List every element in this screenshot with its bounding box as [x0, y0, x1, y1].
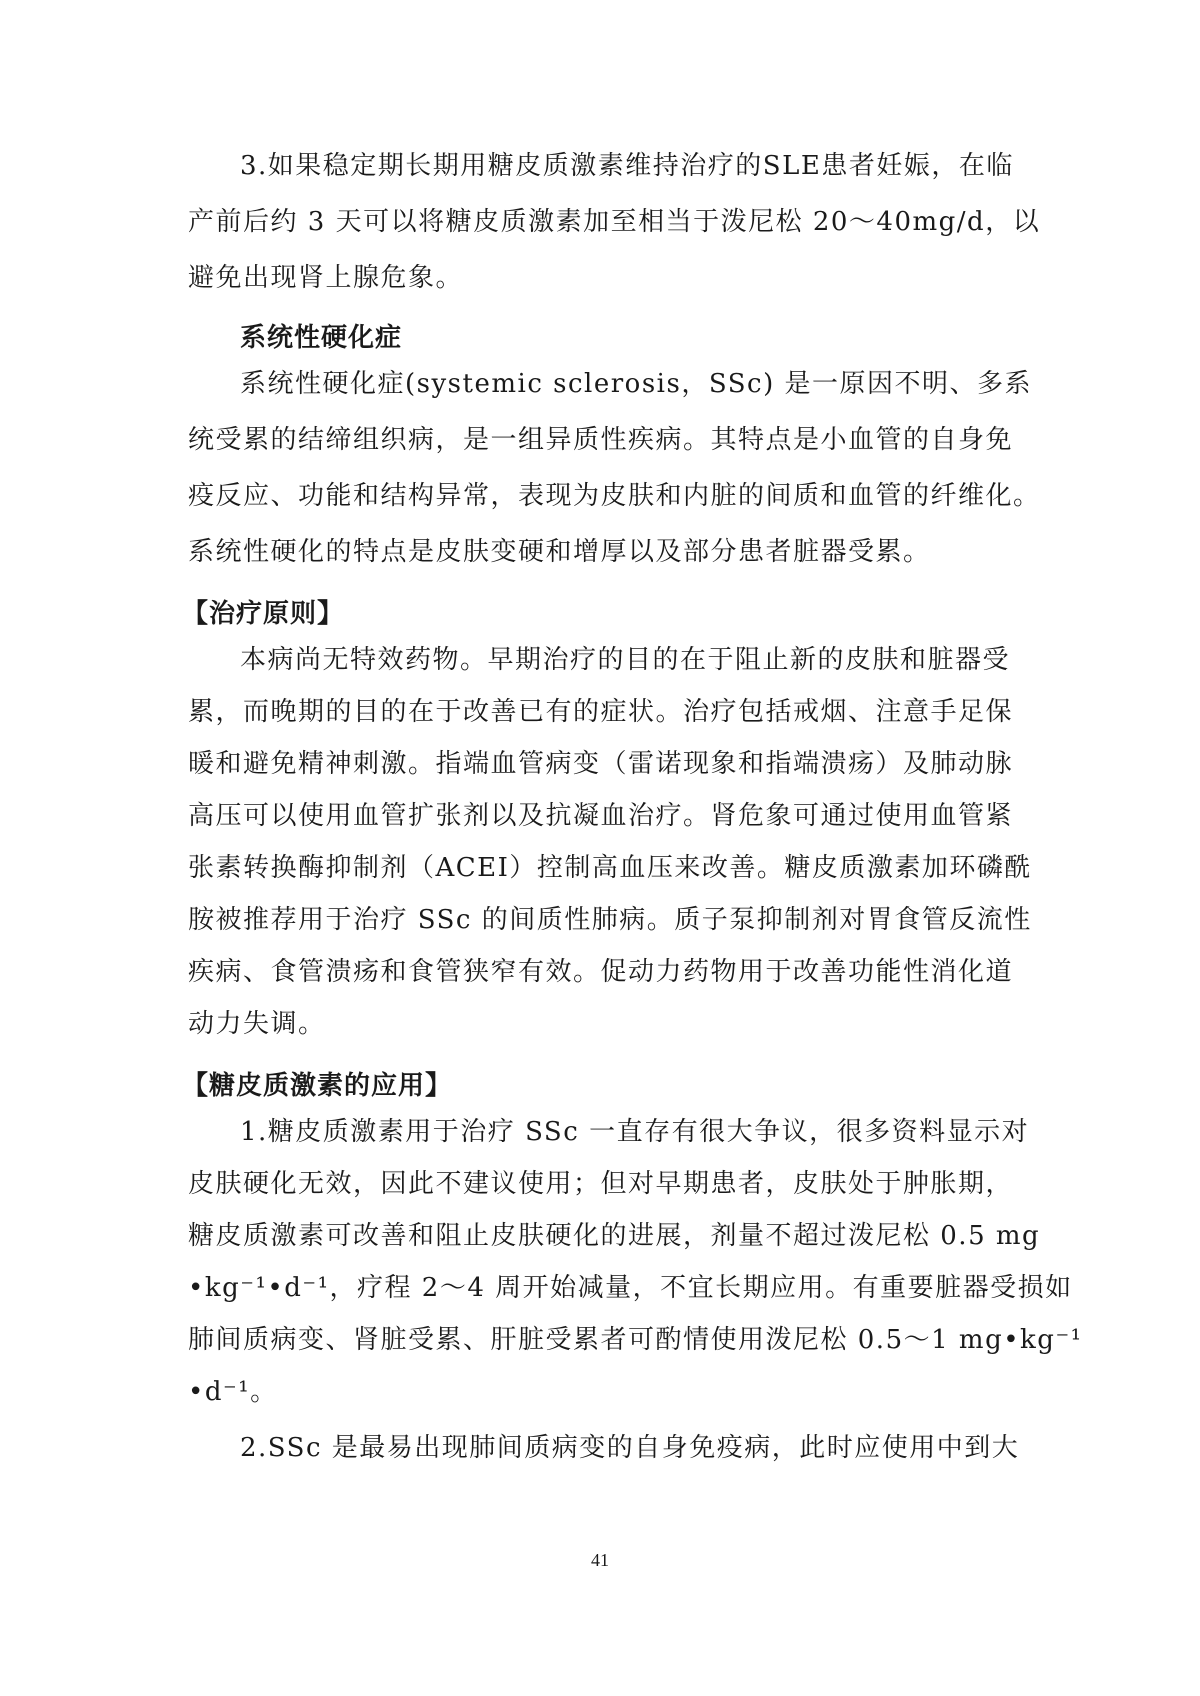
text-line: 皮肤硬化无效，因此不建议使用；但对早期患者，皮肤处于肿胀期， [188, 1169, 1014, 1199]
section-heading-application: 【糖皮质激素的应用】 [182, 1071, 453, 1101]
text-line: •kg⁻¹•d⁻¹，疗程 2～4 周开始减量，不宜长期应用。有重要脏器受损如 [188, 1273, 1073, 1303]
text-line: 疫反应、功能和结构异常，表现为皮肤和内脏的间质和血管的纤维化。 [188, 481, 1041, 511]
text-line: 动力失调。 [188, 1009, 326, 1039]
text-line: 2.SSc 是最易出现肺间质病变的自身免疫病，此时应使用中到大 [240, 1433, 1020, 1463]
text-line: 张素转换酶抑制剂（ACEI）控制高血压来改善。糖皮质激素加环磷酰 [188, 853, 1032, 883]
text-line: 3.如果稳定期长期用糖皮质激素维持治疗的SLE患者妊娠，在临 [240, 151, 1014, 181]
text-line: 1.糖皮质激素用于治疗 SSc 一直存有很大争议，很多资料显示对 [240, 1117, 1030, 1147]
section-heading-principle: 【治疗原则】 [182, 599, 345, 629]
text-line: 系统性硬化症(systemic sclerosis，SSc) 是一原因不明、多系 [240, 369, 1032, 399]
text-line: 糖皮质激素可改善和阻止皮肤硬化的进展，剂量不超过泼尼松 0.5 mg [188, 1221, 1041, 1251]
text-line: 本病尚无特效药物。早期治疗的目的在于阻止新的皮肤和脏器受 [240, 645, 1011, 675]
text-line: 疾病、食管溃疡和食管狭窄有效。促动力药物用于改善功能性消化道 [188, 957, 1014, 987]
page-number: 41 [591, 1550, 609, 1570]
text-line: 系统性硬化的特点是皮肤变硬和增厚以及部分患者脏器受累。 [188, 537, 931, 567]
text-line: 累，而晚期的目的在于改善已有的症状。治疗包括戒烟、注意手足保 [188, 697, 1014, 727]
text-line: 胺被推荐用于治疗 SSc 的间质性肺病。质子泵抑制剂对胃食管反流性 [188, 905, 1032, 935]
text-line: 高压可以使用血管扩张剂以及抗凝血治疗。肾危象可通过使用血管紧 [188, 801, 1014, 831]
text-line: 避免出现肾上腺危象。 [188, 263, 464, 293]
text-line: 肺间质病变、肾脏受累、肝脏受累者可酌情使用泼尼松 0.5～1 mg•kg⁻¹ [188, 1325, 1083, 1355]
text-line: 产前后约 3 天可以将糖皮质激素加至相当于泼尼松 20～40mg/d，以 [188, 207, 1041, 237]
section-heading-ssc: 系统性硬化症 [240, 323, 403, 353]
text-line: 暖和避免精神刺激。指端血管病变（雷诺现象和指端溃疡）及肺动脉 [188, 749, 1014, 779]
text-line: •d⁻¹。 [188, 1377, 278, 1407]
text-line: 统受累的结缔组织病，是一组异质性疾病。其特点是小血管的自身免 [188, 425, 1014, 455]
